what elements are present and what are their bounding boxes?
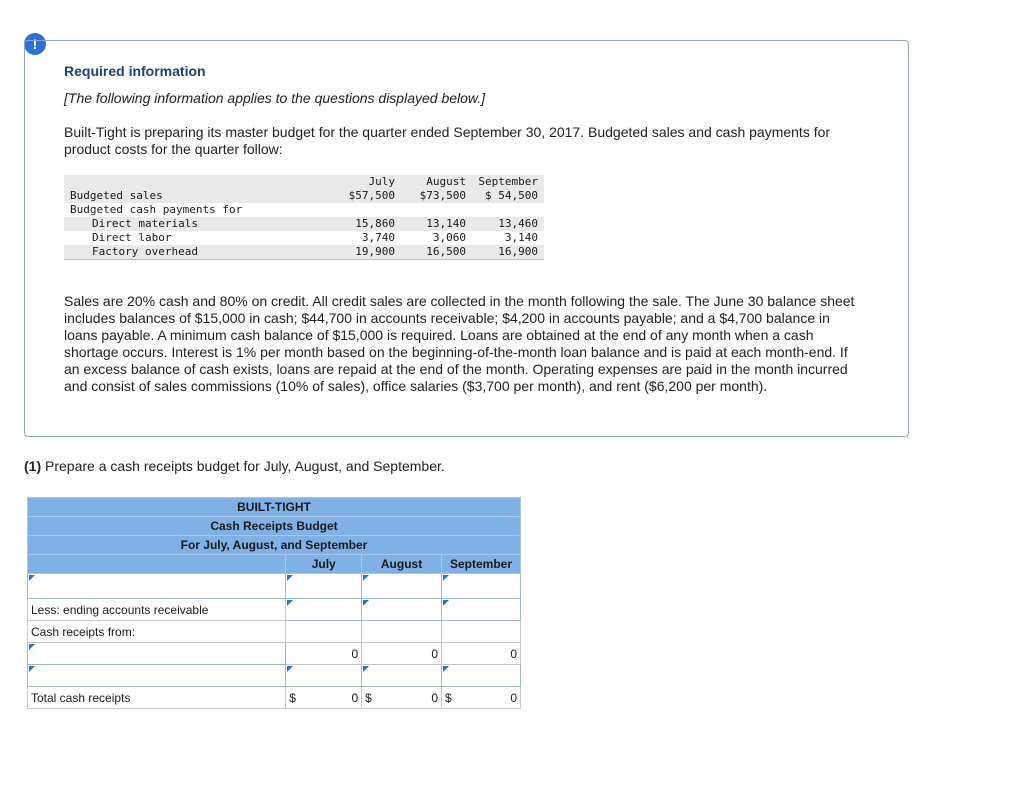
row-label: Direct labor [92, 231, 172, 244]
row-value: 3,060 [432, 231, 466, 244]
july-input[interactable] [286, 574, 362, 599]
row-value: 15,860 [330, 217, 401, 231]
row-label-input[interactable] [28, 574, 286, 599]
august-less-ar-input[interactable] [362, 599, 442, 621]
empty-cell [286, 621, 362, 643]
receipts-source-input-2[interactable] [28, 665, 286, 687]
colhdr-blank [28, 555, 286, 574]
july-total [286, 687, 362, 709]
august-total [362, 687, 442, 709]
question-text: Prepare a cash receipts budget for July, August, and September. [41, 458, 445, 474]
september-input-2[interactable] [442, 665, 521, 687]
row-value [401, 203, 472, 217]
header-september: September [472, 175, 544, 189]
currency-symbol: $ [365, 690, 372, 705]
september-less-ar-input[interactable] [442, 599, 521, 621]
colhdr-september: September [442, 555, 521, 574]
july-subtotal: 0 [286, 643, 362, 665]
required-information-title: Required information [64, 63, 206, 79]
september-input[interactable] [442, 574, 521, 599]
row-value: 16,900 [472, 245, 544, 260]
september-subtotal: 0 [442, 643, 521, 665]
empty-cell [362, 621, 442, 643]
august-input-2[interactable] [362, 665, 442, 687]
currency-symbol: $ [289, 690, 296, 705]
row-value: 3,740 [361, 231, 395, 244]
august-subtotal: 0 [362, 643, 442, 665]
empty-cell [442, 621, 521, 643]
august-input[interactable] [362, 574, 442, 599]
september-total [442, 687, 521, 709]
row-value: 13,140 [401, 217, 472, 231]
question-number: (1) [24, 458, 42, 474]
july-less-ar-input[interactable] [286, 599, 362, 621]
header-july: July [330, 175, 401, 189]
currency-symbol: $ [445, 690, 452, 705]
intro-paragraph: Built-Tight is preparing its master budget for the quarter ended September 30, 2017. Budgeted sales and cash payments for product costs for the quarter follow: [64, 124, 831, 157]
less-ending-ar-label: Less: ending accounts receivable [28, 599, 286, 621]
row-value: 3,140 [504, 231, 538, 244]
row-value: $73,500 [401, 189, 472, 203]
row-label: Factory overhead [64, 245, 330, 260]
row-value [472, 203, 544, 217]
details-paragraph: Sales are 20% cash and 80% on credit. All credit sales are collected in the month following the sale. The June 30 balance sheet includes balances of $15,000 in cash; $44,700 in accounts receivable; $4,200 in accounts payable; and a $4,700 balance in loans payable. A minimum cash balance of $15,000 is required. Loans are obtained at the end of any month when a cash shortage occurs. Interest is 1% per month based on the beginning-of-the-month loan balance and is paid at each month-end. If an excess balance of cash exists, loans are repaid at the end of the month. Operating expenses are paid in the month incurred and consist of sales commissions (10% of sales), office salaries ($3,700 per month), and rent ($6,200 per month). [64, 293, 855, 394]
budget-period: For July, August, and September [28, 536, 521, 555]
table-corner [64, 175, 330, 189]
question-prompt [24, 458, 445, 474]
budget-title: Cash Receipts Budget [28, 517, 521, 536]
applies-note: [The following information applies to the questions displayed below.] [64, 90, 486, 106]
row-value: 13,460 [472, 217, 544, 231]
july-input-2[interactable] [286, 665, 362, 687]
cash-receipts-budget-table [27, 497, 521, 709]
receipts-source-input[interactable] [28, 643, 286, 665]
row-value: 19,900 [330, 245, 401, 260]
company-name: BUILT-TIGHT [28, 498, 521, 517]
row-label: Direct materials [64, 217, 330, 231]
cash-receipts-from-label: Cash receipts from: [28, 621, 286, 643]
header-august: August [401, 175, 472, 189]
total-value: 0 [351, 690, 359, 705]
row-label: Budgeted sales [64, 189, 330, 203]
colhdr-july: July [286, 555, 362, 574]
colhdr-august: August [362, 555, 442, 574]
row-label: Budgeted cash payments for [70, 203, 243, 216]
row-value [330, 203, 401, 217]
total-value: 0 [431, 690, 438, 705]
budget-data-table [64, 175, 544, 260]
row-value: 16,500 [401, 245, 472, 260]
total-cash-receipts-label: Total cash receipts [28, 687, 286, 709]
alert-icon: ! [24, 33, 46, 55]
row-value: $57,500 [330, 189, 401, 203]
total-value: 0 [510, 690, 517, 705]
row-value: $ 54,500 [472, 189, 544, 203]
